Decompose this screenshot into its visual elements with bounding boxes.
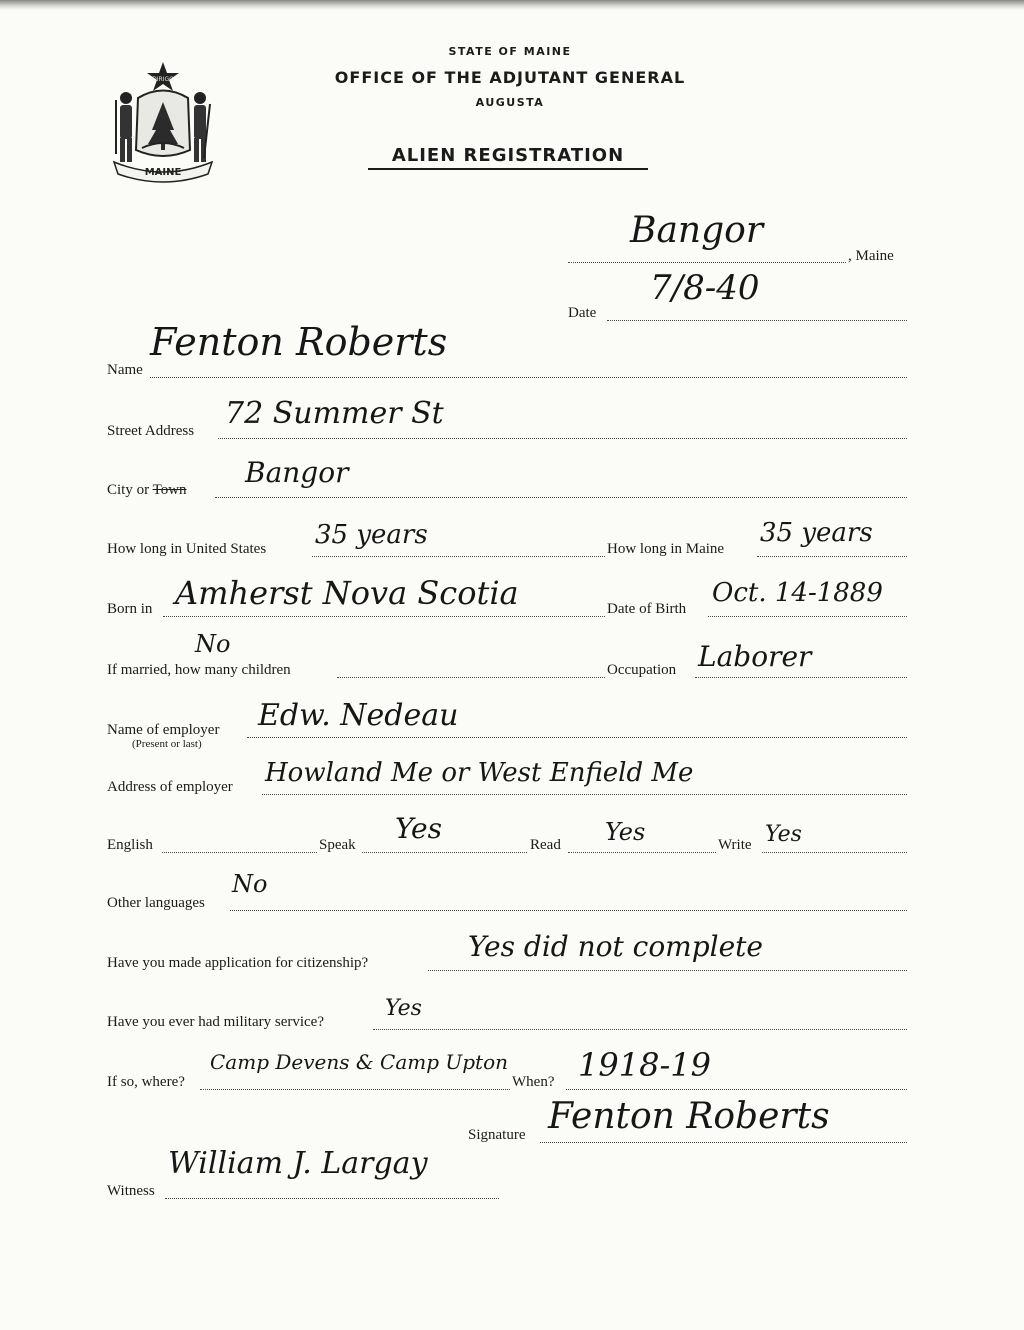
- occupation-entry: Laborer: [698, 640, 812, 673]
- english-line: [162, 852, 317, 853]
- read-line: [568, 852, 716, 853]
- where-line: [200, 1089, 510, 1090]
- seal-motto: DIRIGO: [152, 76, 174, 83]
- street-line: [218, 438, 907, 439]
- english-label: English: [107, 837, 153, 853]
- state-seal-icon: [108, 58, 218, 183]
- children-label: If married, how many children: [107, 662, 291, 678]
- how-long-maine-line: [757, 556, 907, 557]
- name-label: Name: [107, 362, 143, 378]
- other-languages-entry: No: [232, 870, 268, 898]
- signature-label: Signature: [468, 1127, 526, 1143]
- read-label: Read: [530, 837, 561, 853]
- citizenship-label: Have you made application for citizenship?: [107, 955, 369, 971]
- dob-entry: Oct. 14-1889: [712, 578, 883, 608]
- header-city: AUGUSTA: [475, 96, 545, 109]
- citizenship-entry: Yes did not complete: [468, 930, 763, 963]
- how-long-us-line: [312, 556, 605, 557]
- born-in-entry: Amherst Nova Scotia: [175, 574, 519, 612]
- witness-entry: William J. Largay: [168, 1146, 428, 1181]
- write-entry: Yes: [765, 822, 802, 847]
- other-languages-label: Other languages: [107, 895, 205, 911]
- write-label: Write: [718, 837, 752, 853]
- present-or-last-note: (Present or last): [132, 738, 202, 750]
- city-line: [215, 497, 907, 498]
- street-label: Street Address: [107, 423, 195, 439]
- write-line: [762, 852, 907, 853]
- where-label: If so, where?: [107, 1074, 185, 1090]
- name-line: [150, 377, 907, 378]
- when-line: [566, 1089, 907, 1090]
- employer-address-line: [262, 794, 907, 795]
- place-line: [568, 262, 846, 263]
- how-long-us-label: How long in United States: [107, 541, 267, 557]
- employer-line: [247, 737, 907, 738]
- occupation-label: Occupation: [607, 662, 677, 678]
- read-entry: Yes: [605, 818, 646, 846]
- where-entry: Camp Devens & Camp Upton: [210, 1050, 508, 1074]
- witness-line: [165, 1198, 499, 1199]
- header-state: STATE OF MAINE: [448, 45, 572, 58]
- children-line: [337, 677, 605, 678]
- employer-address-entry: Howland Me or West Enfield Me: [265, 758, 694, 788]
- name-entry: Fenton Roberts: [150, 320, 448, 364]
- maine-label: , Maine: [848, 248, 894, 264]
- place-entry: Bangor: [630, 210, 764, 251]
- seal-banner: MAINE: [144, 167, 182, 178]
- date-label: Date: [568, 305, 597, 321]
- form-title: ALIEN REGISTRATION: [368, 145, 648, 170]
- dob-label: Date of Birth: [607, 601, 687, 617]
- speak-label: Speak: [319, 837, 356, 853]
- military-entry: Yes: [385, 996, 422, 1021]
- citizenship-line: [428, 970, 907, 971]
- children-entry: No: [195, 630, 231, 658]
- header-office: OFFICE OF THE ADJUTANT GENERAL: [334, 68, 686, 87]
- dob-line: [708, 616, 907, 617]
- city-entry: Bangor: [245, 456, 349, 489]
- military-label: Have you ever had military service?: [107, 1014, 324, 1030]
- signature-line: [540, 1142, 907, 1143]
- street-entry: 72 Summer St: [225, 396, 444, 431]
- speak-entry: Yes: [395, 812, 442, 845]
- city-or-text: City or: [107, 482, 150, 498]
- city-label: [107, 482, 187, 499]
- born-in-label: Born in: [107, 601, 153, 617]
- military-line: [373, 1029, 907, 1030]
- other-languages-line: [230, 910, 907, 911]
- when-entry: 1918-19: [578, 1046, 711, 1084]
- town-struck-text: Town: [152, 482, 187, 498]
- occupation-line: [695, 677, 907, 678]
- signature-entry: Fenton Roberts: [548, 1096, 830, 1137]
- date-entry: 7/8-40: [650, 268, 760, 308]
- witness-label: Witness: [107, 1183, 155, 1199]
- scan-edge: [0, 0, 1024, 10]
- employer-entry: Edw. Nedeau: [258, 698, 459, 733]
- how-long-us-entry: 35 years: [315, 520, 428, 550]
- when-label: When?: [512, 1074, 555, 1090]
- employer-label: Name of employer: [107, 722, 220, 738]
- speak-line: [362, 852, 527, 853]
- employer-address-label: Address of employer: [107, 779, 233, 795]
- born-in-line: [163, 616, 605, 617]
- how-long-maine-entry: 35 years: [760, 518, 873, 548]
- date-line: [607, 320, 907, 321]
- how-long-maine-label: How long in Maine: [607, 541, 725, 557]
